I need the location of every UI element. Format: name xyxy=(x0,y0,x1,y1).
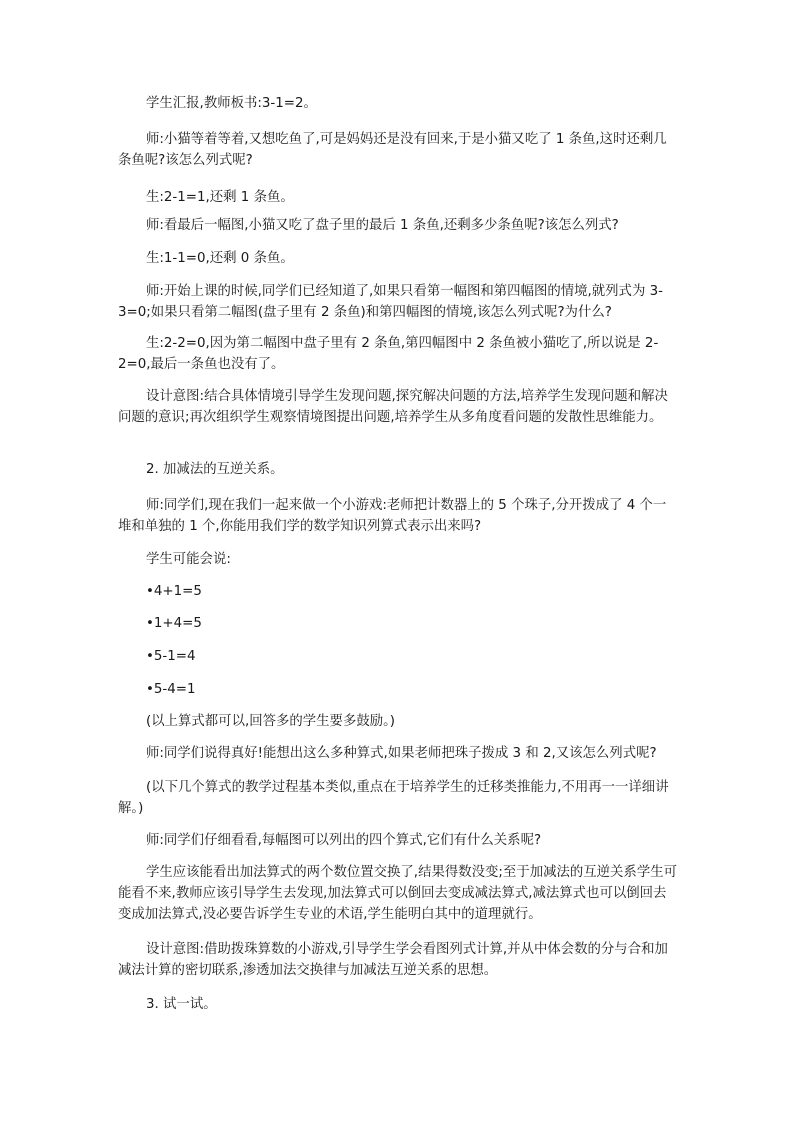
paragraph: 师:开始上课的时候,同学们已经知道了,如果只看第一幅图和第四幅图的情境,就列式为 3-3=0;如果只看第二幅图(盘子里有 2 条鱼)和第四幅图的情境,该怎么列式呢?为什么? xyxy=(118,284,663,320)
list-item: •5-1=4 xyxy=(146,649,196,664)
paragraph: 学生汇报,教师板书:3-1=2。 xyxy=(146,96,317,111)
paragraph: (以下几个算式的教学过程基本类似,重点在于培养学生的迁移类推能力,不用再一一详细讲解。) xyxy=(118,780,669,816)
list-item: •5-4=1 xyxy=(146,682,196,697)
paragraph: 生:2-1=1,还剩 1 条鱼。 xyxy=(146,190,294,205)
paragraph: 设计意图:结合具体情境引导学生发现问题,探究解决问题的方法,培养学生发现问题和解决问题的意识;再次组织学生观察情境图提出问题,培养学生从多角度看问题的发散性思维能力。 xyxy=(118,389,668,425)
paragraph: 师:同学们仔细看看,每幅图可以列出的四个算式,它们有什么关系呢? xyxy=(146,833,542,848)
paragraph: 师:小猫等着等着,又想吃鱼了,可是妈妈还是没有回来,于是小猫又吃了 1 条鱼,这时还剩几条鱼呢?该怎么列式呢? xyxy=(118,132,667,168)
paragraph: (以上算式都可以,回答多的学生要多鼓励。) xyxy=(146,714,396,729)
paragraph: 学生可能会说: xyxy=(146,552,231,567)
paragraph: 师:同学们,现在我们一起来做一个小游戏:老师把计数器上的 5 个珠子,分开拨成了 4 个一堆和单独的 1 个,你能用我们学的数学知识列算式表示出来吗? xyxy=(118,498,667,534)
section-heading: 2. 加减法的互逆关系。 xyxy=(146,462,284,477)
paragraph: 生:1-1=0,还剩 0 条鱼。 xyxy=(146,251,294,266)
paragraph: 生:2-2=0,因为第二幅图中盘子里有 2 条鱼,第四幅图中 2 条鱼被小猫吃了,所以说是 2-2=0,最后一条鱼也没有了。 xyxy=(118,336,659,372)
list-item: •4+1=5 xyxy=(146,584,202,599)
paragraph: 师:同学们说得真好!能想出这么多种算式,如果老师把珠子拨成 3 和 2,又该怎么列式呢? xyxy=(146,746,657,761)
paragraph: 师:看最后一幅图,小猫又吃了盘子里的最后 1 条鱼,还剩多少条鱼呢?该怎么列式? xyxy=(146,218,619,233)
paragraph: 学生应该能看出加法算式的两个数位置交换了,结果得数没变;至于加减法的互逆关系学生可能看不来,教师应该引导学生去发现,加法算式可以倒回去变成减法算式,减法算式也可以倒回去变成加法算式,没必要告诉学生专业的术语,学生能明白其中的道理就行。 xyxy=(118,865,677,922)
paragraph: 设计意图:借助拨珠算数的小游戏,引导学生学会看图列式计算,并从中体会数的分与合和加减法计算的密切联系,渗透加法交换律与加减法互逆关系的思想。 xyxy=(118,942,668,978)
section-heading: 3. 试一试。 xyxy=(146,997,217,1012)
list-item: •1+4=5 xyxy=(146,616,202,631)
